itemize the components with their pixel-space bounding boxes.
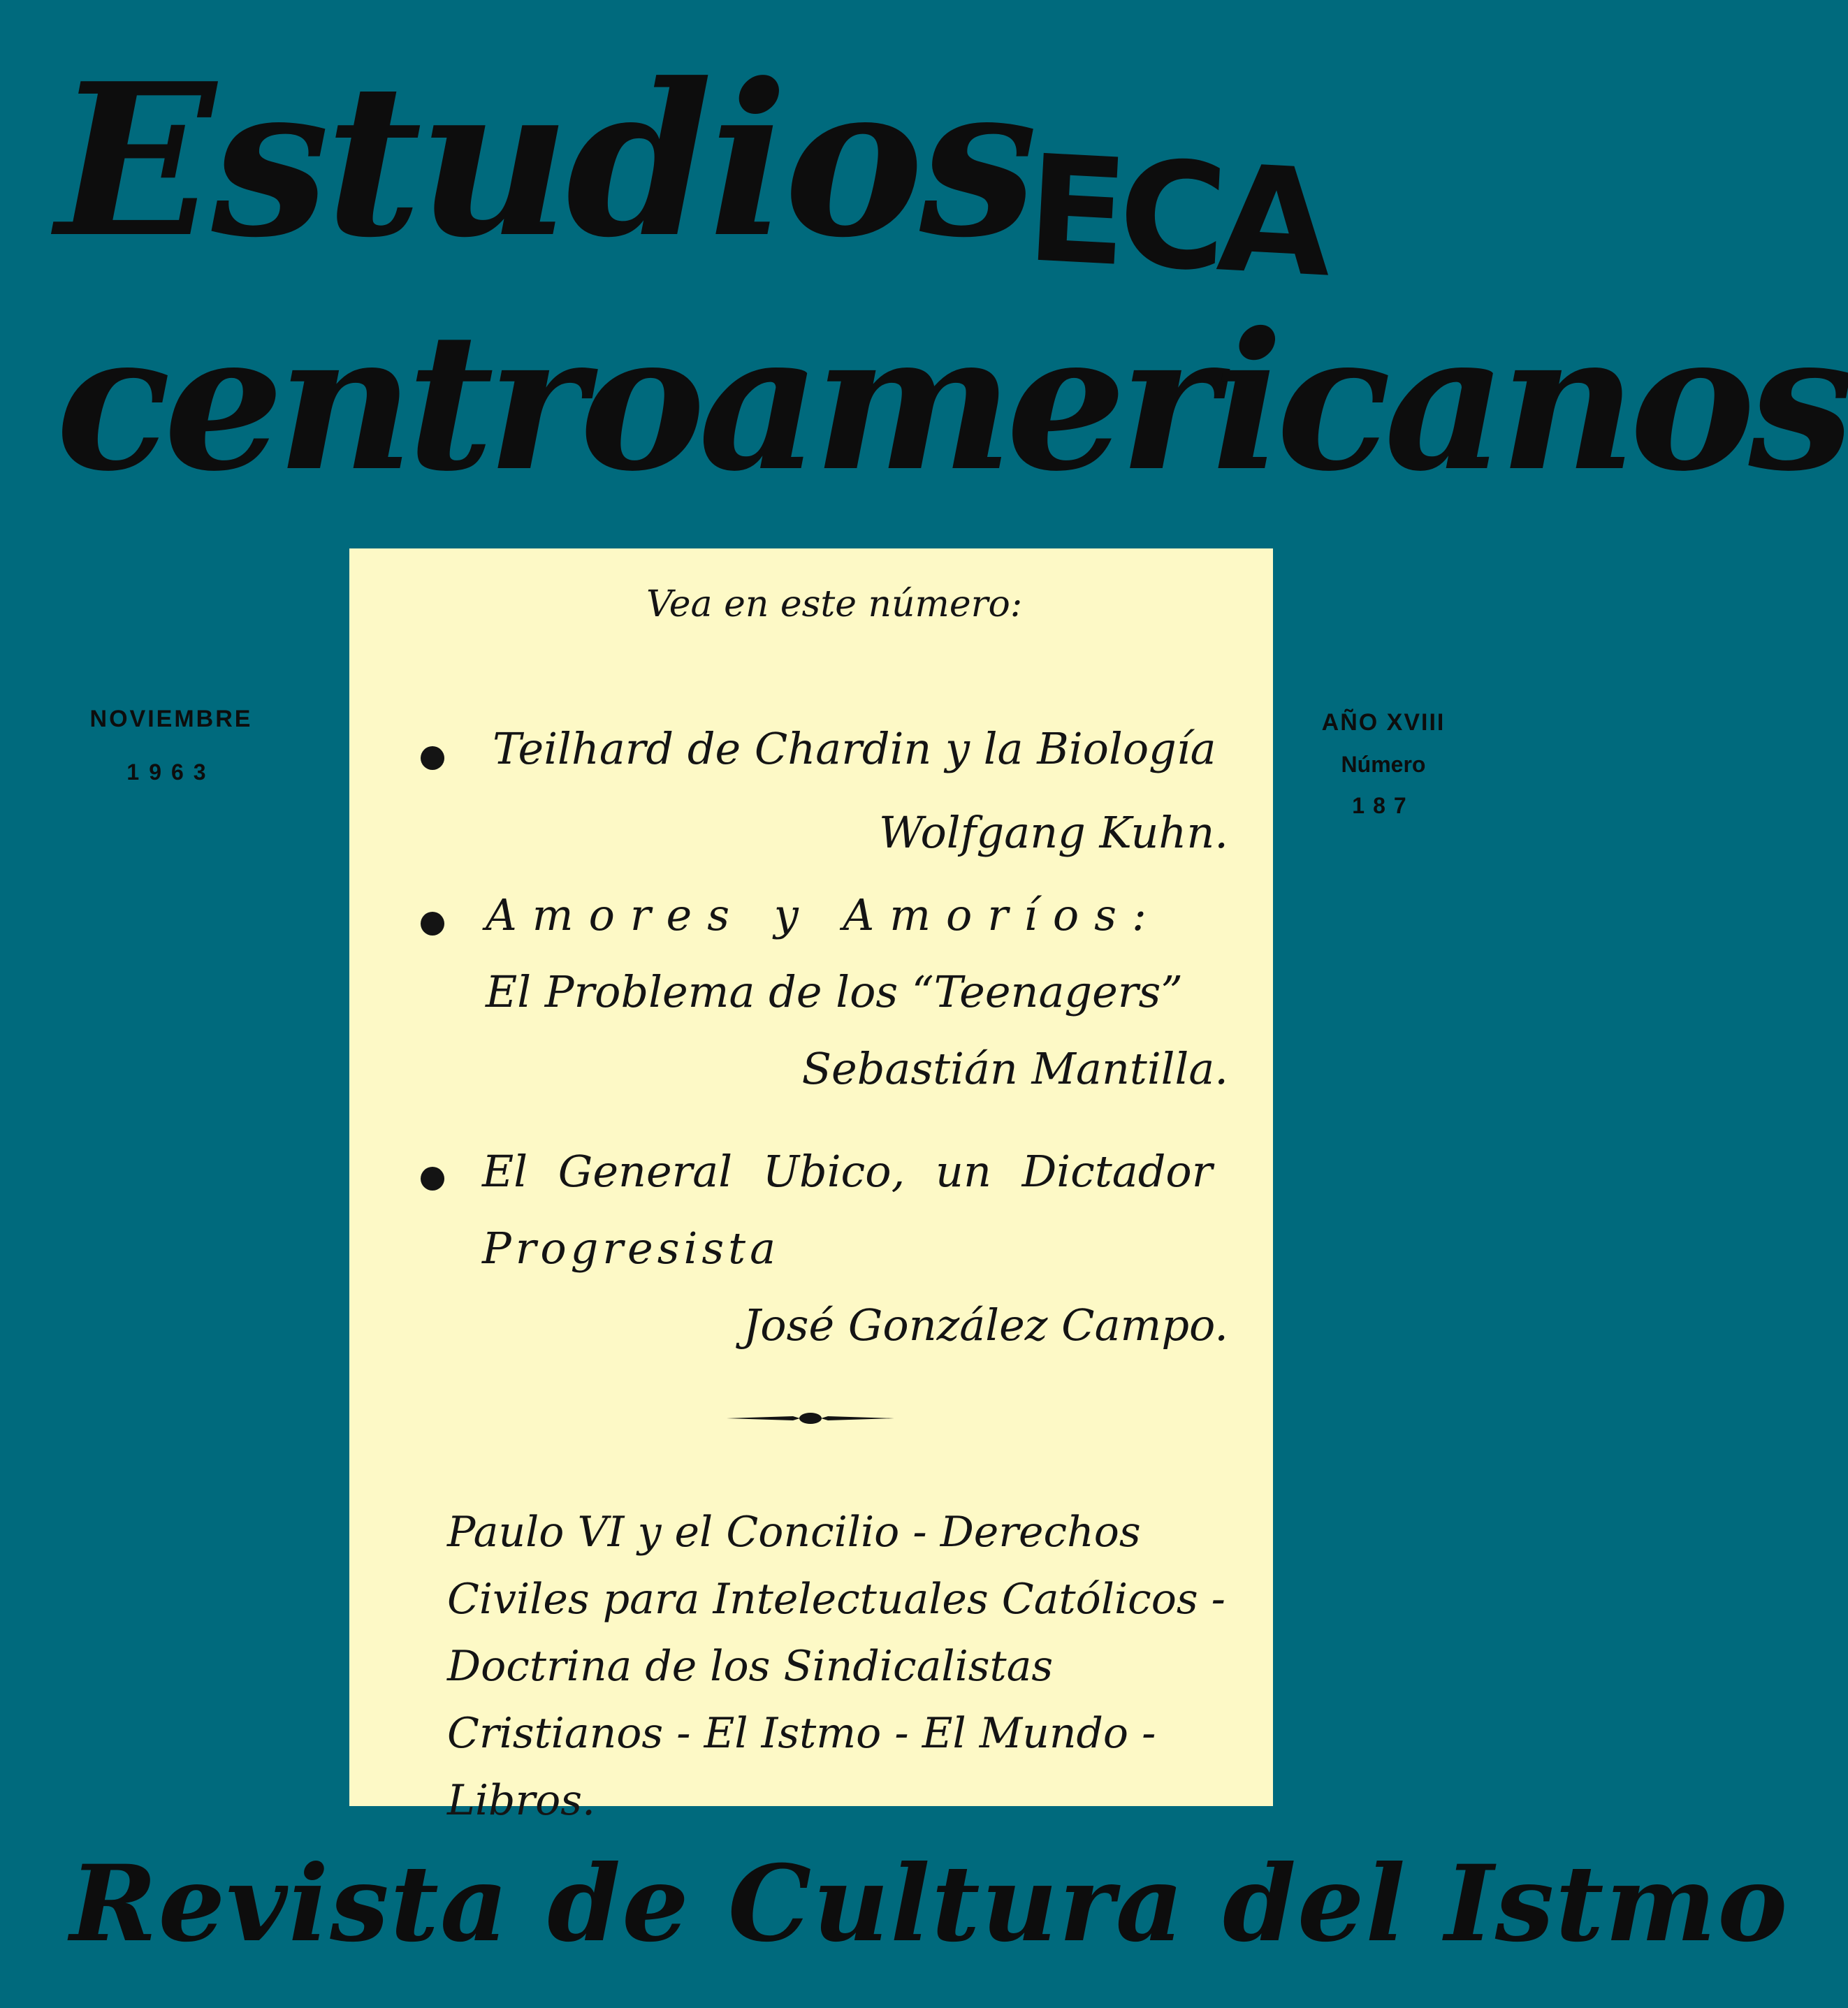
masthead-title-line1: Estudios xyxy=(56,37,1033,284)
ornament-divider-icon xyxy=(727,1409,894,1427)
article-2-title-line2: El Problema de los “Teenagers” xyxy=(486,966,1183,1017)
masthead-title-line2: centroamericanos xyxy=(56,291,1848,513)
article-3-title-line1: El General Ubico, un Dictador xyxy=(482,1146,1213,1197)
bullet-icon xyxy=(421,912,444,936)
contents-card xyxy=(349,548,1273,1825)
issue-number: 187 xyxy=(1352,793,1415,818)
issue-month: NOVIEMBRE xyxy=(89,706,253,732)
issue-date xyxy=(66,706,276,785)
magazine-subtitle: Revista de Cultura del Istmo xyxy=(70,1842,1789,1965)
article-1-author: Wolfgang Kuhn. xyxy=(878,807,1228,858)
contents-heading: Vea en este número: xyxy=(646,583,1023,625)
article-1-title: Teilhard de Chardin y la Biología xyxy=(493,723,1216,774)
article-2-title-line1: Amores y Amoríos: xyxy=(486,889,1162,940)
bullet-icon xyxy=(421,1167,444,1191)
article-3-title-line2: Progresista xyxy=(482,1223,780,1274)
issue-year-label: AÑO XVIII xyxy=(1321,709,1446,736)
article-2-author: Sebastián Mantilla. xyxy=(801,1043,1228,1094)
other-contents: Paulo VI y el Concilio - Derechos Civiles para Intelectuales Católicos - Doctrina de los Sindicalistas Cristianos - El Istmo - El Mundo - Libros. xyxy=(447,1508,1225,1825)
article-3-author: José González Campo. xyxy=(743,1300,1228,1351)
issue-info xyxy=(1286,709,1481,819)
bullet-icon xyxy=(421,746,444,770)
issue-year: 1963 xyxy=(126,759,216,785)
issue-number-label: Número xyxy=(1341,752,1426,777)
eca-logo: ECA xyxy=(1022,123,1328,310)
